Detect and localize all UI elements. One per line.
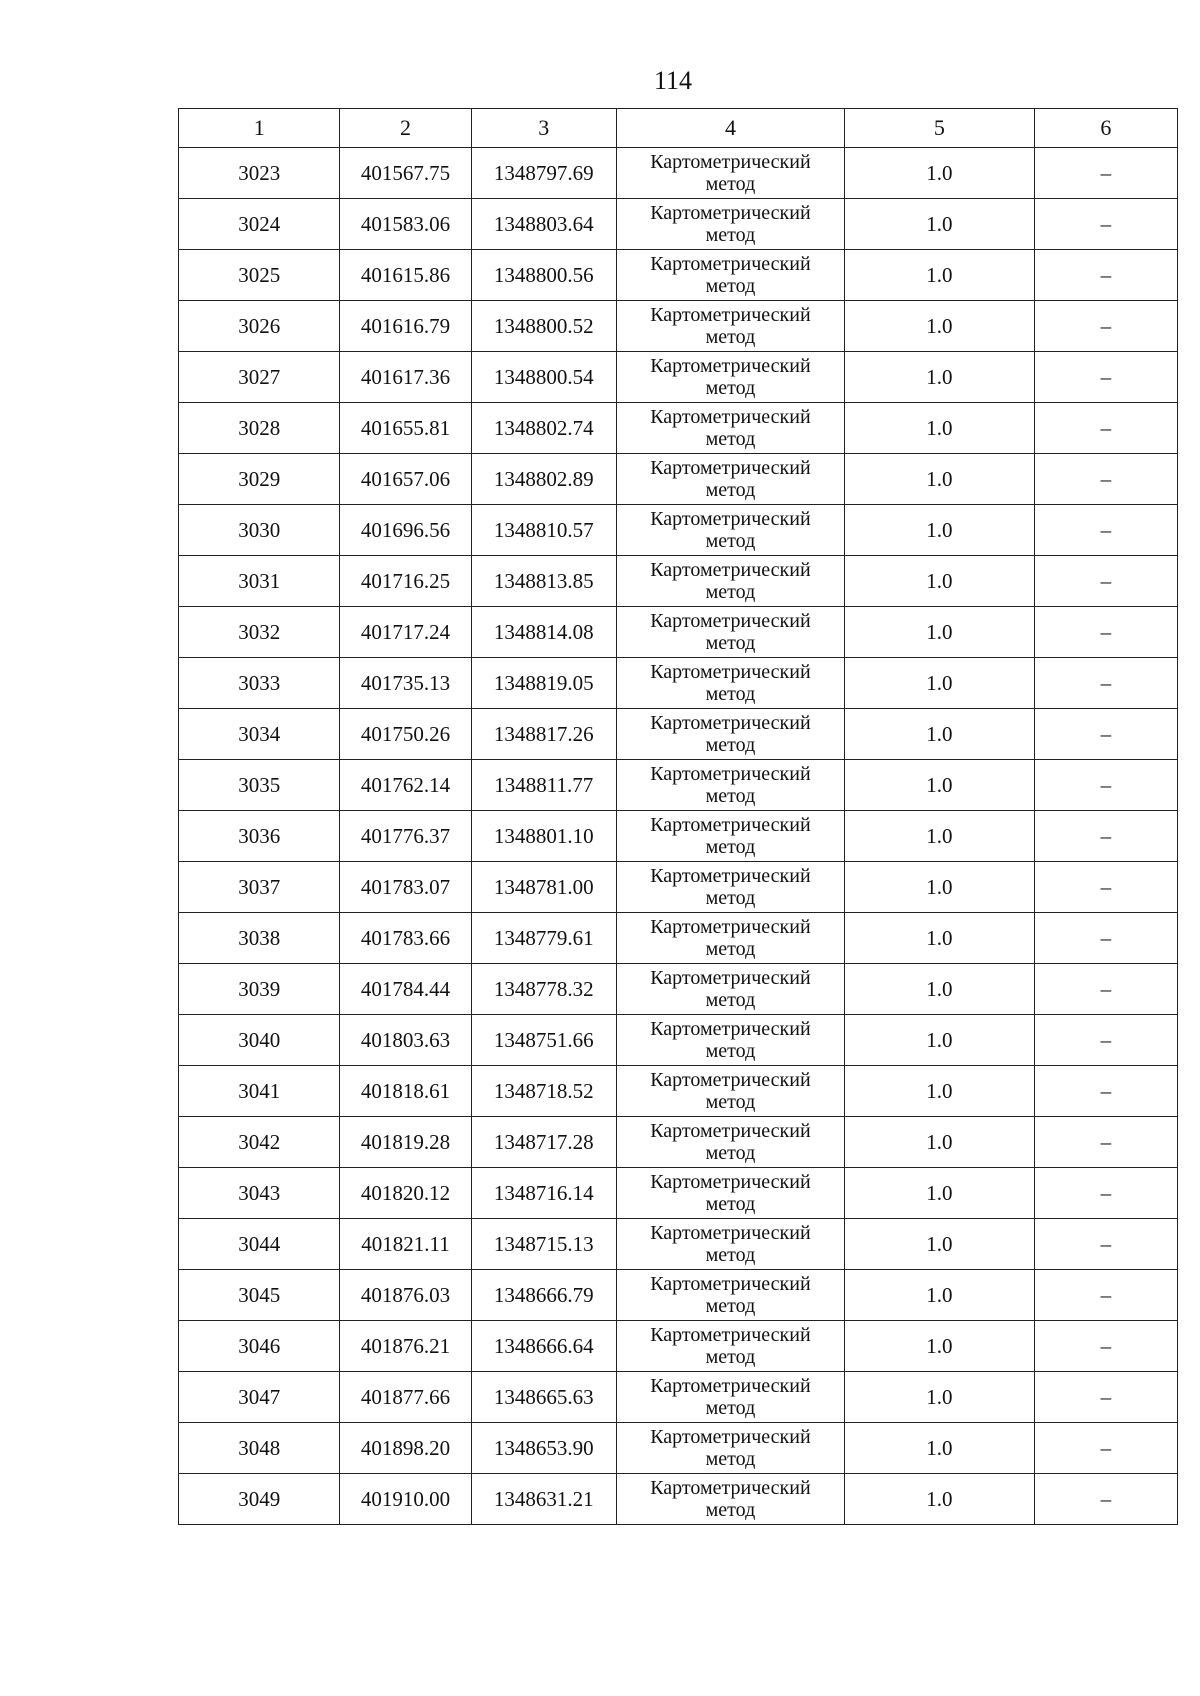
y-coordinate-cell: 1348802.89 [471, 454, 616, 505]
coordinates-table [178, 108, 1178, 1525]
y-coordinate-cell: 1348653.90 [471, 1423, 616, 1474]
method-line-2: метод [705, 173, 756, 195]
x-coordinate-cell: 401717.24 [340, 607, 471, 658]
method-cell [616, 1423, 844, 1474]
note-cell: – [1034, 760, 1177, 811]
y-coordinate-cell: 1348797.69 [471, 148, 616, 199]
method-line-2: метод [705, 1397, 756, 1419]
point-number-cell: 3023 [179, 148, 340, 199]
method-line-2: метод [705, 428, 756, 450]
y-coordinate-cell: 1348819.05 [471, 658, 616, 709]
method-line-1: Картометрический [650, 712, 811, 734]
point-number-cell: 3045 [179, 1270, 340, 1321]
method-cell [616, 148, 844, 199]
precision-cell: 1.0 [844, 1219, 1034, 1270]
point-number-cell: 3027 [179, 352, 340, 403]
point-number-cell: 3033 [179, 658, 340, 709]
method-line-1: Картометрический [650, 1222, 811, 1244]
method-line-2: метод [705, 1448, 756, 1470]
precision-cell: 1.0 [844, 148, 1034, 199]
note-cell: – [1034, 505, 1177, 556]
method-cell [616, 913, 844, 964]
note-cell: – [1034, 913, 1177, 964]
note-cell: – [1034, 199, 1177, 250]
method-line-2: метод [705, 734, 756, 756]
table-row [179, 250, 1178, 301]
method-line-1: Картометрический [650, 355, 811, 377]
method-cell [616, 301, 844, 352]
point-number-cell: 3041 [179, 1066, 340, 1117]
table-row [179, 352, 1178, 403]
method-line-2: метод [705, 632, 756, 654]
point-number-cell: 3039 [179, 964, 340, 1015]
method-cell [616, 1066, 844, 1117]
method-line-1: Картометрический [650, 1324, 811, 1346]
y-coordinate-cell: 1348814.08 [471, 607, 616, 658]
method-line-1: Картометрический [650, 151, 811, 173]
y-coordinate-cell: 1348813.85 [471, 556, 616, 607]
note-cell: – [1034, 811, 1177, 862]
note-cell: – [1034, 1423, 1177, 1474]
method-line-1: Картометрический [650, 1018, 811, 1040]
x-coordinate-cell: 401716.25 [340, 556, 471, 607]
note-cell: – [1034, 454, 1177, 505]
method-line-1: Картометрический [650, 865, 811, 887]
x-coordinate-cell: 401583.06 [340, 199, 471, 250]
point-number-cell: 3047 [179, 1372, 340, 1423]
table-row [179, 505, 1178, 556]
method-line-2: метод [705, 1346, 756, 1368]
method-cell [616, 556, 844, 607]
x-coordinate-cell: 401821.11 [340, 1219, 471, 1270]
method-cell [616, 658, 844, 709]
method-cell [616, 1270, 844, 1321]
precision-cell: 1.0 [844, 607, 1034, 658]
method-line-1: Картометрический [650, 814, 811, 836]
table-row [179, 607, 1178, 658]
method-line-1: Картометрический [650, 1273, 811, 1295]
point-number-cell: 3025 [179, 250, 340, 301]
method-line-2: метод [705, 530, 756, 552]
x-coordinate-cell: 401616.79 [340, 301, 471, 352]
method-cell [616, 760, 844, 811]
method-cell [616, 862, 844, 913]
point-number-cell: 3024 [179, 199, 340, 250]
precision-cell: 1.0 [844, 1066, 1034, 1117]
precision-cell: 1.0 [844, 1270, 1034, 1321]
table-row [179, 1117, 1178, 1168]
precision-cell: 1.0 [844, 1423, 1034, 1474]
method-line-2: метод [705, 683, 756, 705]
method-line-2: метод [705, 224, 756, 246]
table-row [179, 301, 1178, 352]
note-cell: – [1034, 301, 1177, 352]
precision-cell: 1.0 [844, 1015, 1034, 1066]
method-line-2: метод [705, 887, 756, 909]
method-line-1: Картометрический [650, 508, 811, 530]
method-cell [616, 352, 844, 403]
precision-cell: 1.0 [844, 760, 1034, 811]
column-header: 2 [340, 109, 471, 148]
x-coordinate-cell: 401762.14 [340, 760, 471, 811]
table-row [179, 403, 1178, 454]
x-coordinate-cell: 401819.28 [340, 1117, 471, 1168]
y-coordinate-cell: 1348800.54 [471, 352, 616, 403]
note-cell: – [1034, 607, 1177, 658]
table-row [179, 862, 1178, 913]
table-row [179, 1066, 1178, 1117]
y-coordinate-cell: 1348800.52 [471, 301, 616, 352]
note-cell: – [1034, 862, 1177, 913]
table-row [179, 1321, 1178, 1372]
point-number-cell: 3043 [179, 1168, 340, 1219]
method-line-2: метод [705, 1499, 756, 1521]
y-coordinate-cell: 1348801.10 [471, 811, 616, 862]
y-coordinate-cell: 1348810.57 [471, 505, 616, 556]
note-cell: – [1034, 658, 1177, 709]
method-line-2: метод [705, 1193, 756, 1215]
method-line-2: метод [705, 938, 756, 960]
precision-cell: 1.0 [844, 352, 1034, 403]
x-coordinate-cell: 401655.81 [340, 403, 471, 454]
x-coordinate-cell: 401783.66 [340, 913, 471, 964]
table-row [179, 1372, 1178, 1423]
point-number-cell: 3049 [179, 1474, 340, 1525]
method-line-2: метод [705, 1295, 756, 1317]
method-cell [616, 1372, 844, 1423]
precision-cell: 1.0 [844, 862, 1034, 913]
point-number-cell: 3048 [179, 1423, 340, 1474]
x-coordinate-cell: 401818.61 [340, 1066, 471, 1117]
method-cell [616, 607, 844, 658]
method-cell [616, 1168, 844, 1219]
y-coordinate-cell: 1348716.14 [471, 1168, 616, 1219]
note-cell: – [1034, 1321, 1177, 1372]
method-line-1: Картометрический [650, 202, 811, 224]
x-coordinate-cell: 401784.44 [340, 964, 471, 1015]
precision-cell: 1.0 [844, 811, 1034, 862]
note-cell: – [1034, 352, 1177, 403]
method-line-2: метод [705, 836, 756, 858]
y-coordinate-cell: 1348817.26 [471, 709, 616, 760]
column-header: 4 [616, 109, 844, 148]
table-row [179, 1219, 1178, 1270]
y-coordinate-cell: 1348803.64 [471, 199, 616, 250]
precision-cell: 1.0 [844, 454, 1034, 505]
point-number-cell: 3037 [179, 862, 340, 913]
note-cell: – [1034, 148, 1177, 199]
point-number-cell: 3034 [179, 709, 340, 760]
method-cell [616, 1117, 844, 1168]
x-coordinate-cell: 401876.21 [340, 1321, 471, 1372]
note-cell: – [1034, 250, 1177, 301]
table-row [179, 1270, 1178, 1321]
method-line-2: метод [705, 989, 756, 1011]
table-row [179, 1015, 1178, 1066]
table-row [179, 709, 1178, 760]
y-coordinate-cell: 1348781.00 [471, 862, 616, 913]
note-cell: – [1034, 1219, 1177, 1270]
precision-cell: 1.0 [844, 1372, 1034, 1423]
note-cell: – [1034, 1168, 1177, 1219]
precision-cell: 1.0 [844, 709, 1034, 760]
page-number: 114 [653, 66, 693, 95]
y-coordinate-cell: 1348717.28 [471, 1117, 616, 1168]
y-coordinate-cell: 1348779.61 [471, 913, 616, 964]
y-coordinate-cell: 1348665.63 [471, 1372, 616, 1423]
method-line-2: метод [705, 1040, 756, 1062]
method-line-1: Картометрический [650, 763, 811, 785]
y-coordinate-cell: 1348811.77 [471, 760, 616, 811]
method-cell [616, 1474, 844, 1525]
method-line-1: Картометрический [650, 661, 811, 683]
x-coordinate-cell: 401776.37 [340, 811, 471, 862]
note-cell: – [1034, 1270, 1177, 1321]
y-coordinate-cell: 1348631.21 [471, 1474, 616, 1525]
y-coordinate-cell: 1348718.52 [471, 1066, 616, 1117]
y-coordinate-cell: 1348715.13 [471, 1219, 616, 1270]
x-coordinate-cell: 401567.75 [340, 148, 471, 199]
x-coordinate-cell: 401750.26 [340, 709, 471, 760]
note-cell: – [1034, 964, 1177, 1015]
column-header: 6 [1034, 109, 1177, 148]
method-line-2: метод [705, 377, 756, 399]
method-line-1: Картометрический [650, 610, 811, 632]
table-row [179, 1423, 1178, 1474]
method-line-1: Картометрический [650, 559, 811, 581]
point-number-cell: 3035 [179, 760, 340, 811]
precision-cell: 1.0 [844, 1168, 1034, 1219]
method-cell [616, 964, 844, 1015]
method-line-2: метод [705, 1142, 756, 1164]
x-coordinate-cell: 401910.00 [340, 1474, 471, 1525]
x-coordinate-cell: 401898.20 [340, 1423, 471, 1474]
method-cell [616, 811, 844, 862]
x-coordinate-cell: 401783.07 [340, 862, 471, 913]
note-cell: – [1034, 1117, 1177, 1168]
table-row [179, 760, 1178, 811]
column-header: 3 [471, 109, 616, 148]
method-cell [616, 505, 844, 556]
method-line-1: Картометрический [650, 406, 811, 428]
method-line-2: метод [705, 581, 756, 603]
method-line-2: метод [705, 326, 756, 348]
column-header: 5 [844, 109, 1034, 148]
x-coordinate-cell: 401803.63 [340, 1015, 471, 1066]
note-cell: – [1034, 1474, 1177, 1525]
y-coordinate-cell: 1348800.56 [471, 250, 616, 301]
method-line-1: Картометрический [650, 1120, 811, 1142]
precision-cell: 1.0 [844, 1117, 1034, 1168]
note-cell: – [1034, 403, 1177, 454]
x-coordinate-cell: 401657.06 [340, 454, 471, 505]
table-row [179, 454, 1178, 505]
table-row [179, 199, 1178, 250]
point-number-cell: 3038 [179, 913, 340, 964]
method-line-1: Картометрический [650, 1069, 811, 1091]
point-number-cell: 3042 [179, 1117, 340, 1168]
method-line-1: Картометрический [650, 304, 811, 326]
precision-cell: 1.0 [844, 403, 1034, 454]
point-number-cell: 3030 [179, 505, 340, 556]
y-coordinate-cell: 1348751.66 [471, 1015, 616, 1066]
precision-cell: 1.0 [844, 1321, 1034, 1372]
x-coordinate-cell: 401696.56 [340, 505, 471, 556]
table-row [179, 964, 1178, 1015]
y-coordinate-cell: 1348802.74 [471, 403, 616, 454]
method-line-2: метод [705, 479, 756, 501]
method-cell [616, 1015, 844, 1066]
note-cell: – [1034, 1372, 1177, 1423]
method-line-2: метод [705, 1244, 756, 1266]
point-number-cell: 3046 [179, 1321, 340, 1372]
method-line-1: Картометрический [650, 967, 811, 989]
precision-cell: 1.0 [844, 964, 1034, 1015]
method-line-1: Картометрический [650, 457, 811, 479]
table-row [179, 913, 1178, 964]
precision-cell: 1.0 [844, 658, 1034, 709]
table-header-row [179, 109, 1178, 148]
precision-cell: 1.0 [844, 301, 1034, 352]
method-line-2: метод [705, 275, 756, 297]
x-coordinate-cell: 401735.13 [340, 658, 471, 709]
note-cell: – [1034, 709, 1177, 760]
precision-cell: 1.0 [844, 556, 1034, 607]
table-body [179, 148, 1178, 1525]
point-number-cell: 3032 [179, 607, 340, 658]
precision-cell: 1.0 [844, 199, 1034, 250]
method-line-1: Картометрический [650, 916, 811, 938]
x-coordinate-cell: 401820.12 [340, 1168, 471, 1219]
precision-cell: 1.0 [844, 505, 1034, 556]
method-line-2: метод [705, 1091, 756, 1113]
note-cell: – [1034, 1066, 1177, 1117]
y-coordinate-cell: 1348666.79 [471, 1270, 616, 1321]
column-header: 1 [179, 109, 340, 148]
precision-cell: 1.0 [844, 250, 1034, 301]
method-line-1: Картометрический [650, 1477, 811, 1499]
method-line-1: Картометрический [650, 253, 811, 275]
x-coordinate-cell: 401615.86 [340, 250, 471, 301]
point-number-cell: 3031 [179, 556, 340, 607]
point-number-cell: 3029 [179, 454, 340, 505]
x-coordinate-cell: 401877.66 [340, 1372, 471, 1423]
y-coordinate-cell: 1348666.64 [471, 1321, 616, 1372]
precision-cell: 1.0 [844, 1474, 1034, 1525]
precision-cell: 1.0 [844, 913, 1034, 964]
method-line-1: Картометрический [650, 1375, 811, 1397]
x-coordinate-cell: 401876.03 [340, 1270, 471, 1321]
method-cell [616, 403, 844, 454]
method-line-1: Картометрический [650, 1426, 811, 1448]
point-number-cell: 3028 [179, 403, 340, 454]
note-cell: – [1034, 556, 1177, 607]
method-cell [616, 1321, 844, 1372]
point-number-cell: 3036 [179, 811, 340, 862]
point-number-cell: 3044 [179, 1219, 340, 1270]
table-row [179, 1474, 1178, 1525]
note-cell: – [1034, 1015, 1177, 1066]
table-row [179, 148, 1178, 199]
point-number-cell: 3026 [179, 301, 340, 352]
point-number-cell: 3040 [179, 1015, 340, 1066]
table-row [179, 658, 1178, 709]
table-row [179, 811, 1178, 862]
method-cell [616, 709, 844, 760]
method-cell [616, 454, 844, 505]
table-row [179, 1168, 1178, 1219]
method-line-2: метод [705, 785, 756, 807]
method-cell [616, 1219, 844, 1270]
method-line-1: Картометрический [650, 1171, 811, 1193]
y-coordinate-cell: 1348778.32 [471, 964, 616, 1015]
method-cell [616, 250, 844, 301]
method-cell [616, 199, 844, 250]
x-coordinate-cell: 401617.36 [340, 352, 471, 403]
table-row [179, 556, 1178, 607]
